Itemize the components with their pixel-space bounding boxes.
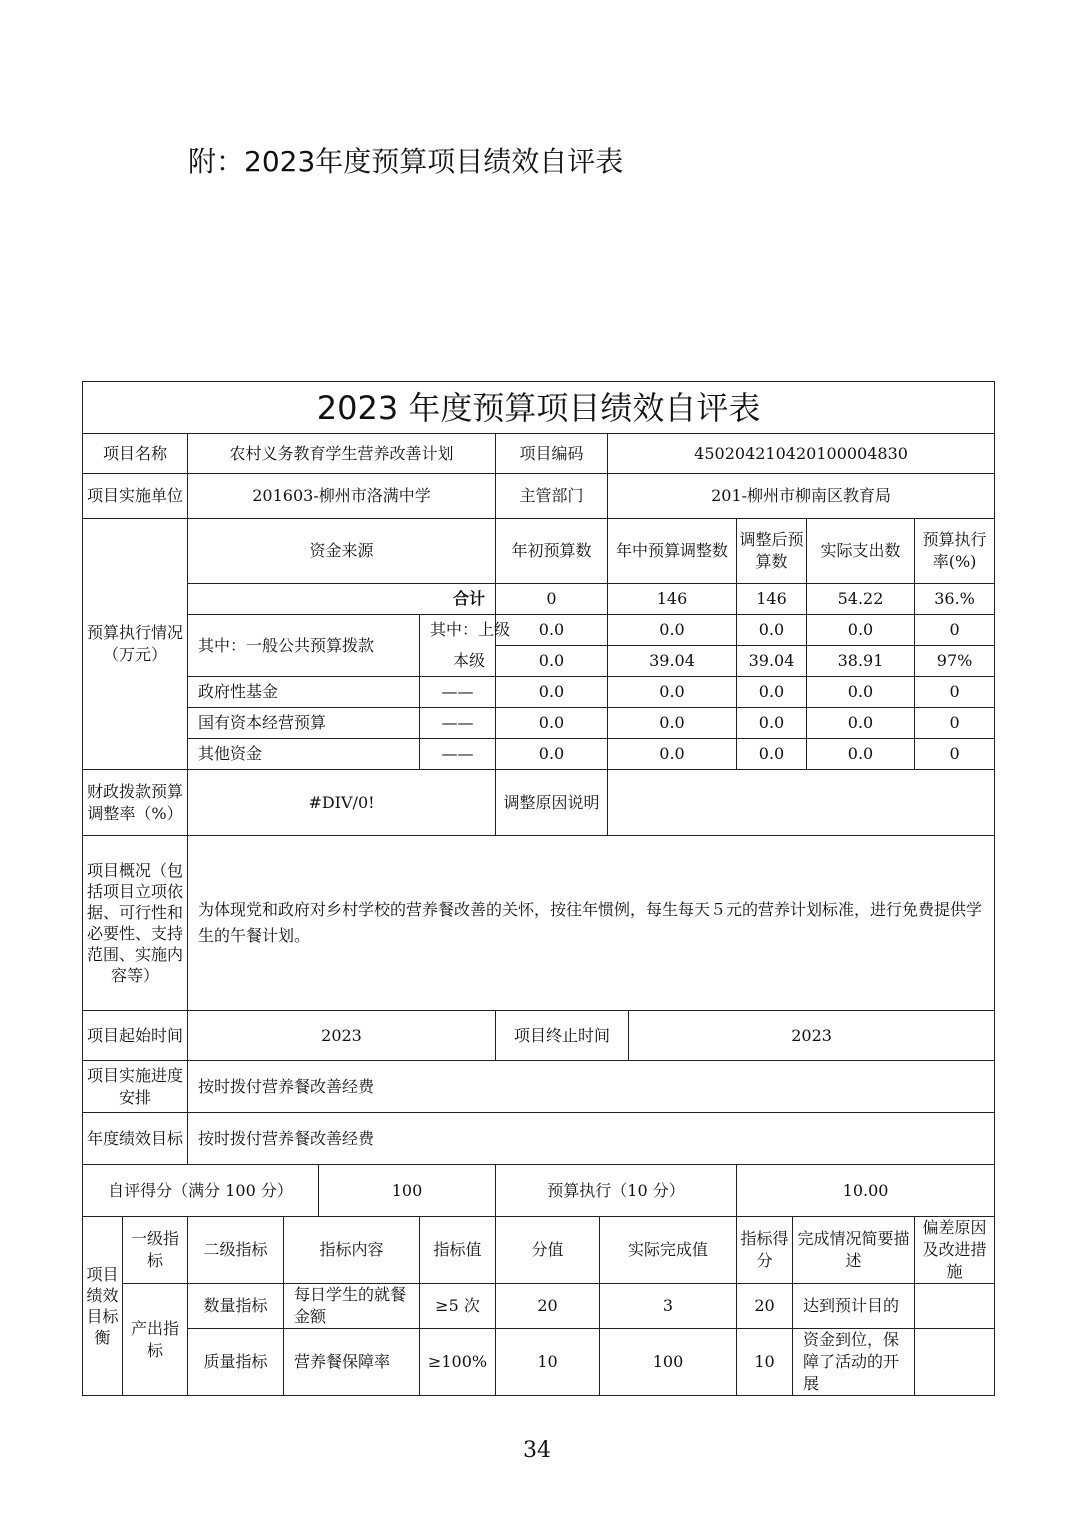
dept: 201-柳州市柳南区教育局: [608, 474, 995, 519]
adjust-reason-value: [608, 770, 995, 836]
state-capital-rate: 0: [915, 708, 995, 739]
col-initial-budget: 年初预算数: [496, 519, 608, 584]
indicator-content: 每日学生的就餐金额: [284, 1284, 420, 1329]
header-score: 指标得分: [737, 1217, 793, 1284]
header-level2: 二级指标: [188, 1217, 284, 1284]
upper-rate: 0: [915, 615, 995, 646]
indicator-desc: 资金到位，保障了活动的开展: [793, 1329, 915, 1396]
header-actual: 实际完成值: [600, 1217, 737, 1284]
state-capital-actual: 0.0: [807, 708, 915, 739]
upper-initial: 0.0: [496, 615, 608, 646]
schedule-label: 项目实施进度安排: [83, 1061, 188, 1113]
page-heading: 附：2023年度预算项目绩效自评表: [188, 145, 624, 178]
annual-goal-value: 按时拨付营养餐改善经费: [188, 1113, 995, 1165]
end-time-value: 2023: [629, 1011, 995, 1061]
header-desc: 完成情况简要描述: [793, 1217, 915, 1284]
page-number: 34: [523, 1438, 551, 1463]
other-funds-adjusted: 0.0: [737, 739, 807, 770]
other-funds-initial: 0.0: [496, 739, 608, 770]
indicator-value: ≥5 次: [420, 1284, 496, 1329]
state-capital-dash: ——: [420, 708, 496, 739]
fiscal-adjust-value: #DIV/0!: [188, 770, 496, 836]
indicator-content: 营养餐保障率: [284, 1329, 420, 1396]
col-adjusted-budget: 调整后预算数: [737, 519, 807, 584]
adjust-reason-label: 调整原因说明: [496, 770, 608, 836]
impl-unit-label: 项目实施单位: [83, 474, 188, 519]
other-funds-rate: 0: [915, 739, 995, 770]
self-evaluation-table: [82, 381, 995, 1396]
annual-goal-label: 年度绩效目标: [83, 1113, 188, 1165]
state-capital-mid: 0.0: [608, 708, 737, 739]
gov-fund-actual: 0.0: [807, 677, 915, 708]
total-actual: 54.22: [807, 584, 915, 615]
start-time-label: 项目起始时间: [83, 1011, 188, 1061]
project-code: 450204210420100004830: [608, 434, 995, 474]
self-score-value: 100: [319, 1165, 496, 1217]
budget-exec-label: 预算执行情况（万元）: [83, 519, 188, 770]
start-time-value: 2023: [188, 1011, 496, 1061]
overview-label: 项目概况（包括项目立项依据、可行性和必要性、支持范围、实施内容等）: [83, 836, 188, 1011]
local-mid: 39.04: [608, 646, 737, 677]
upper-adjusted: 0.0: [737, 615, 807, 646]
total-adjusted: 146: [737, 584, 807, 615]
budget-exec-score-value: 10.00: [737, 1165, 995, 1217]
project-code-label: 项目编码: [496, 434, 608, 474]
local-initial: 0.0: [496, 646, 608, 677]
state-capital-initial: 0.0: [496, 708, 608, 739]
dept-label: 主管部门: [496, 474, 608, 519]
indicator-actual: 100: [600, 1329, 737, 1396]
header-content: 指标内容: [284, 1217, 420, 1284]
local-adjusted: 39.04: [737, 646, 807, 677]
total-rate: 36.%: [915, 584, 995, 615]
header-points: 分值: [496, 1217, 600, 1284]
header-value: 指标值: [420, 1217, 496, 1284]
indicator-score: 10: [737, 1329, 793, 1396]
other-funds-label: 其他资金: [188, 739, 420, 770]
end-time-label: 项目终止时间: [496, 1011, 629, 1061]
gov-fund-label: 政府性基金: [188, 677, 420, 708]
state-capital-label: 国有资本经营预算: [188, 708, 420, 739]
schedule-value: 按时拨付营养餐改善经费: [188, 1061, 995, 1113]
gov-fund-adjusted: 0.0: [737, 677, 807, 708]
header-deviation: 偏差原因及改进措施: [915, 1217, 995, 1284]
impl-unit: 201603-柳州市洛满中学: [188, 474, 496, 519]
upper-level-label: 其中：上级: [420, 615, 496, 646]
total-initial: 0: [496, 584, 608, 615]
indicator-value: ≥100%: [420, 1329, 496, 1396]
col-mid-adjust: 年中预算调整数: [608, 519, 737, 584]
gov-fund-dash: ——: [420, 677, 496, 708]
other-funds-mid: 0.0: [608, 739, 737, 770]
total-label: 合计: [188, 584, 496, 615]
col-actual-spend: 实际支出数: [807, 519, 915, 584]
gov-fund-mid: 0.0: [608, 677, 737, 708]
local-rate: 97%: [915, 646, 995, 677]
indicator-deviation: [915, 1284, 995, 1329]
fund-source-label: 资金来源: [188, 519, 496, 584]
state-capital-adjusted: 0.0: [737, 708, 807, 739]
other-funds-dash: ——: [420, 739, 496, 770]
indicator-level2: 数量指标: [188, 1284, 284, 1329]
project-name-label: 项目名称: [83, 434, 188, 474]
indicator-deviation: [915, 1329, 995, 1396]
upper-actual: 0.0: [807, 615, 915, 646]
indicator-points: 10: [496, 1329, 600, 1396]
upper-mid: 0.0: [608, 615, 737, 646]
output-indicator-label: 产出指标: [123, 1284, 188, 1396]
indicator-section-label: 项目绩效目标衡: [83, 1217, 123, 1396]
indicator-score: 20: [737, 1284, 793, 1329]
header-level1: 一级指标: [123, 1217, 188, 1284]
indicator-points: 20: [496, 1284, 600, 1329]
project-name: 农村义务教育学生营养改善计划: [188, 434, 496, 474]
indicator-desc: 达到预计目的: [793, 1284, 915, 1329]
total-mid: 146: [608, 584, 737, 615]
fiscal-adjust-label: 财政拨款预算调整率（%）: [83, 770, 188, 836]
other-funds-actual: 0.0: [807, 739, 915, 770]
gov-fund-rate: 0: [915, 677, 995, 708]
table-title: 2023 年度预算项目绩效自评表: [83, 382, 995, 434]
local-level-label: 本级: [420, 646, 496, 677]
overview-text: 为体现党和政府对乡村学校的营养餐改善的关怀，按往年惯例，每生每天５元的营养计划标准，进行免费提供学生的午餐计划。: [188, 836, 995, 1011]
indicator-level2: 质量指标: [188, 1329, 284, 1396]
budget-exec-score-label: 预算执行（10 分）: [496, 1165, 737, 1217]
col-exec-rate: 预算执行率(%): [915, 519, 995, 584]
general-budget-label: 其中：一般公共预算拨款: [188, 615, 420, 677]
local-actual: 38.91: [807, 646, 915, 677]
indicator-actual: 3: [600, 1284, 737, 1329]
gov-fund-initial: 0.0: [496, 677, 608, 708]
self-score-label: 自评得分（满分 100 分）: [83, 1165, 319, 1217]
